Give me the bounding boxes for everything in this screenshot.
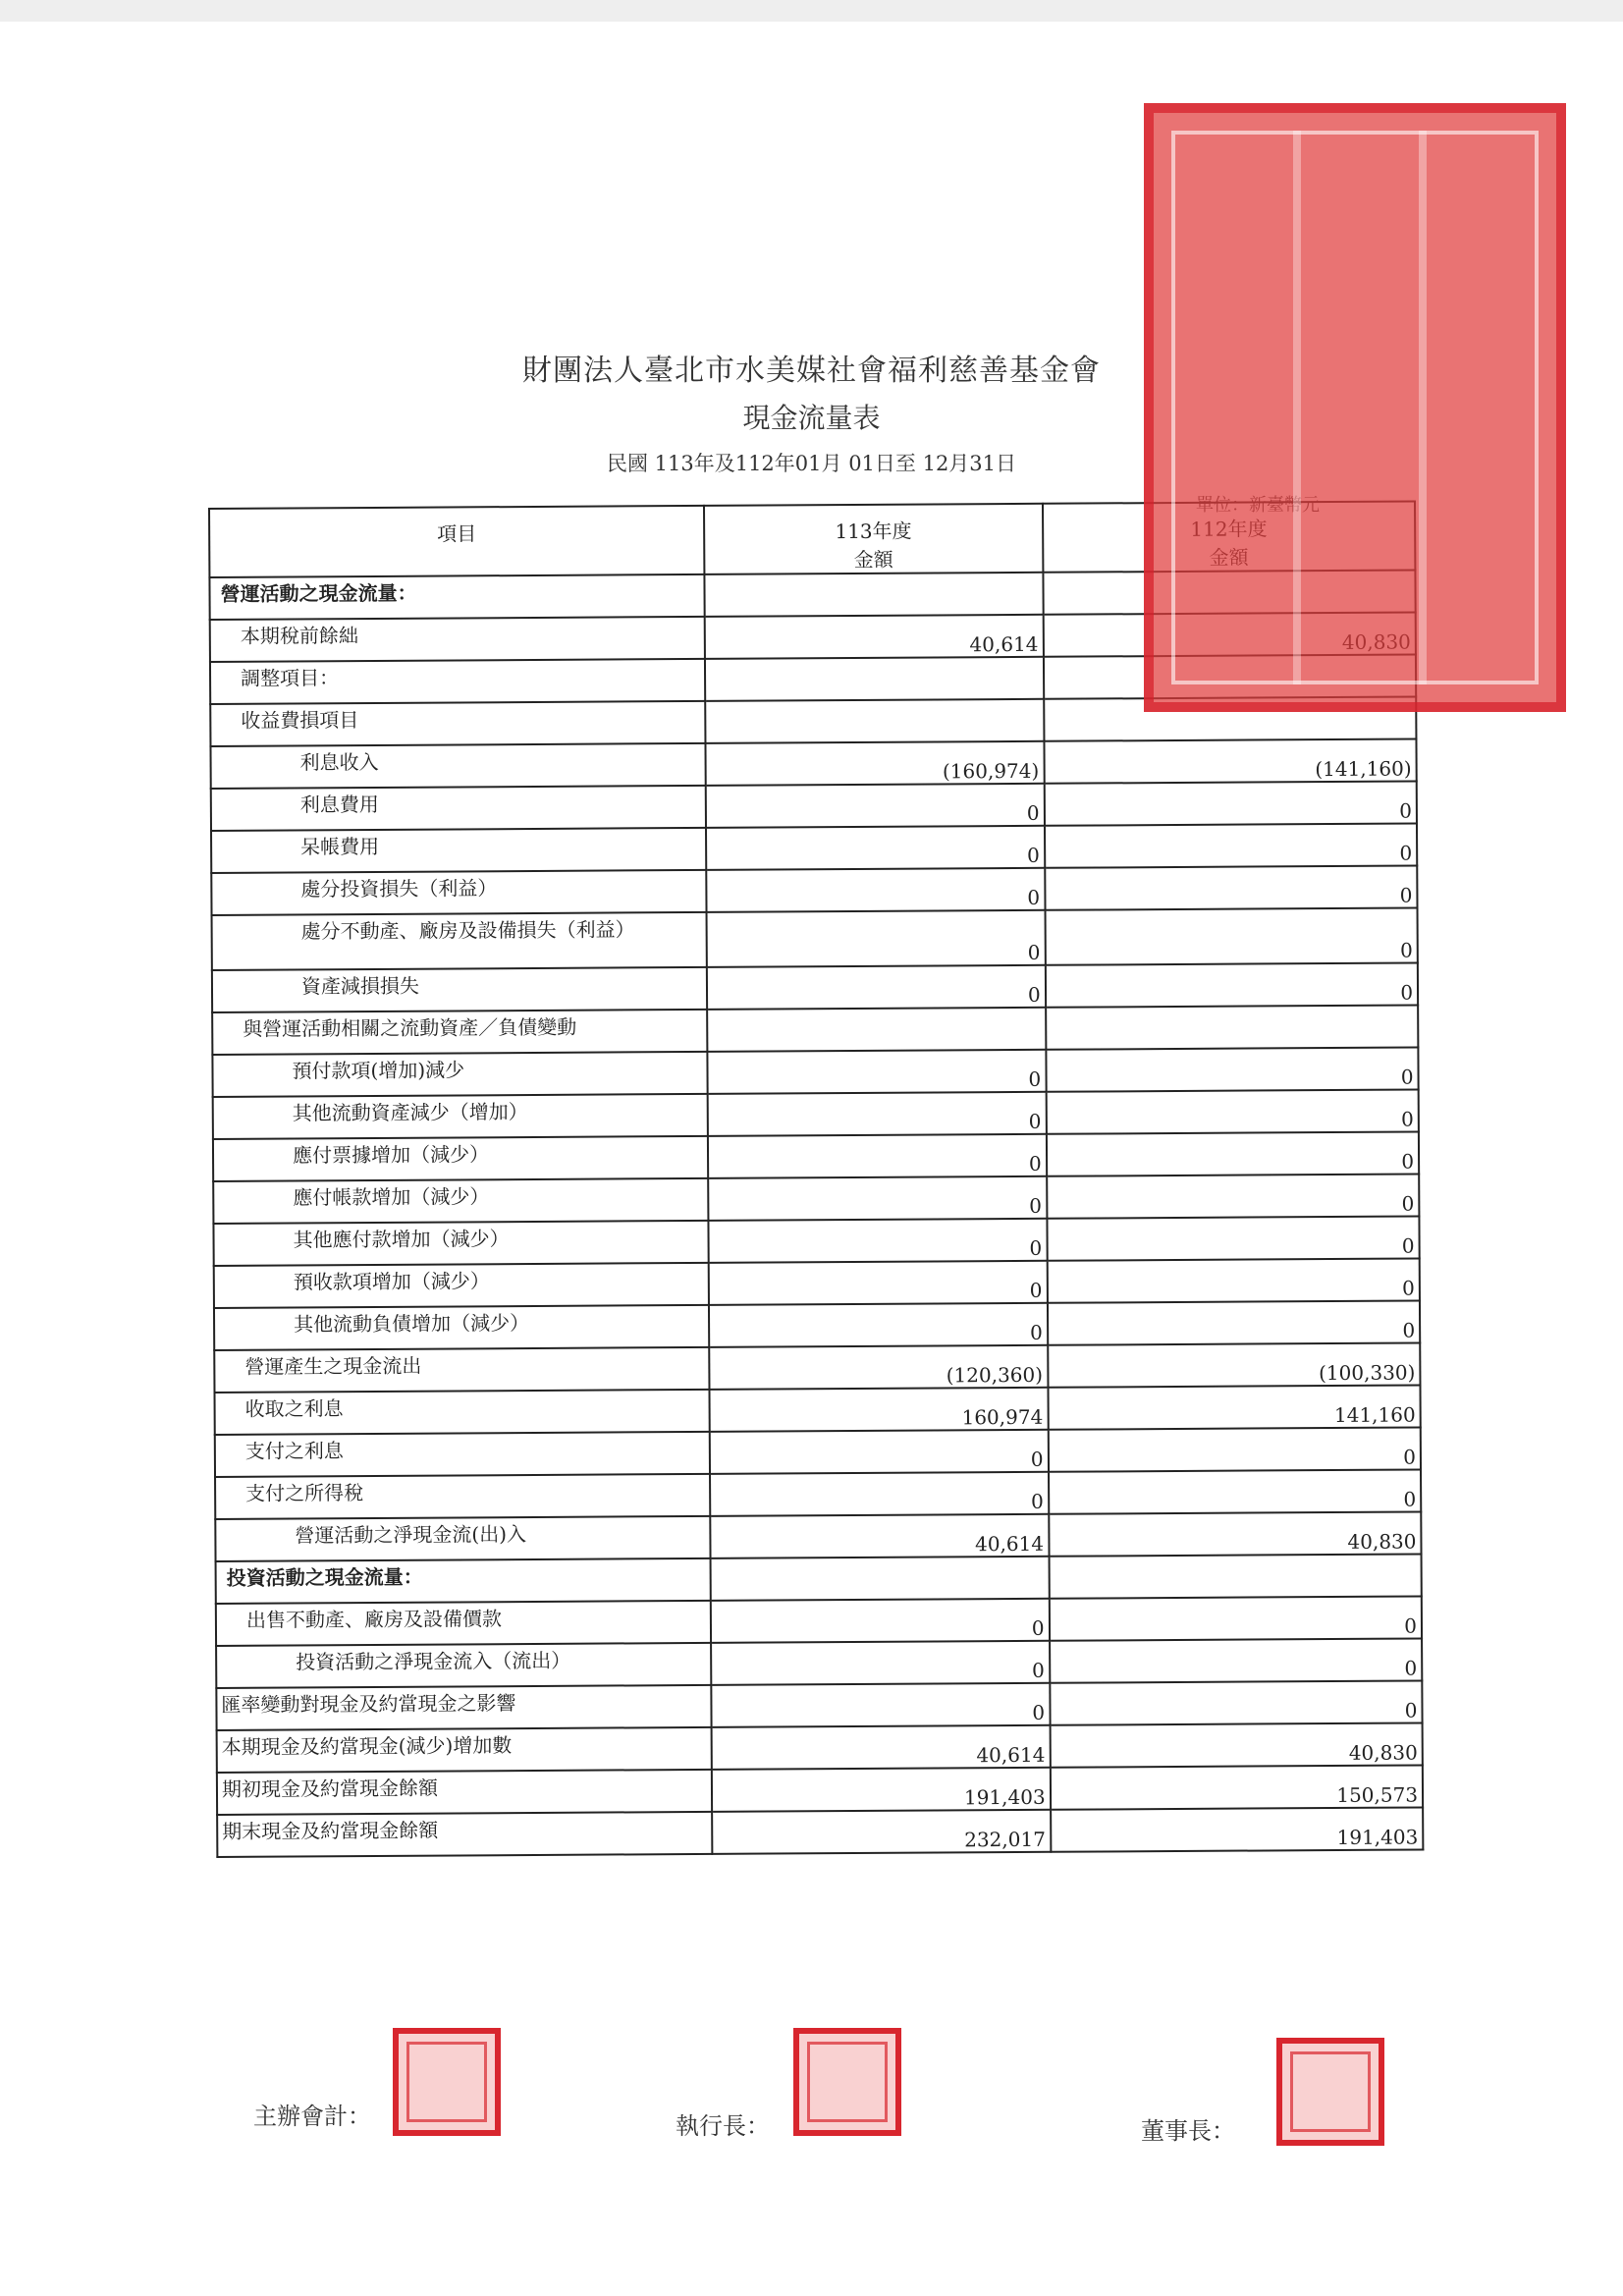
row-label: 支付之所得稅 (215, 1474, 710, 1519)
row-label: 營運活動之淨現金流(出)入 (215, 1516, 710, 1561)
value-113 (705, 573, 1044, 617)
value-112: 0 (1046, 1047, 1419, 1091)
row-label: 調整項目： (210, 659, 705, 704)
value-113: 0 (709, 1303, 1048, 1347)
value-113: 0 (708, 1176, 1047, 1221)
row-label: 呆帳費用 (211, 828, 706, 873)
value-112 (1046, 1005, 1419, 1049)
value-112: 0 (1047, 1258, 1420, 1302)
ceo-label: 執行長： (676, 2112, 770, 2140)
table-row (210, 738, 1416, 789)
row-label: 其他流動資產減少（增加） (213, 1094, 708, 1139)
table-row (214, 1342, 1420, 1393)
value-113 (707, 1008, 1046, 1052)
document-title: 現金流量表 (742, 402, 881, 434)
value-112: 0 (1045, 907, 1418, 964)
value-113: (120,360) (709, 1345, 1048, 1390)
value-112: 191,403 (1051, 1807, 1424, 1851)
row-label: 與營運活動相關之流動資產／負債變動 (212, 1010, 707, 1055)
value-113: 40,614 (712, 1725, 1051, 1770)
table-row (216, 1680, 1422, 1730)
table-row (211, 823, 1417, 873)
row-label: 投資活動之淨現金流入（流出） (216, 1643, 711, 1688)
value-112: 0 (1047, 1216, 1420, 1260)
table-row (217, 1765, 1423, 1815)
value-112: 0 (1048, 1300, 1421, 1344)
column-header-113: 113年度 金額 (704, 504, 1043, 574)
row-label: 支付之利息 (215, 1432, 710, 1477)
value-113: 0 (707, 910, 1046, 967)
row-label: 預付款項(增加)減少 (212, 1052, 707, 1097)
table-row (213, 1089, 1419, 1139)
value-112: 0 (1050, 1680, 1423, 1724)
table-row (215, 1511, 1421, 1561)
value-113: 191,403 (712, 1768, 1051, 1812)
value-112: 0 (1049, 1469, 1422, 1513)
table-row (216, 1638, 1422, 1688)
ceo-seal (793, 2028, 901, 2136)
row-label: 應付票據增加（減少） (213, 1136, 708, 1181)
table-row (215, 1385, 1421, 1435)
table-row (214, 1300, 1420, 1350)
value-113: 0 (707, 965, 1046, 1010)
foundation-seal (1144, 103, 1566, 712)
table-row (213, 1174, 1419, 1224)
row-label: 收益費損項目 (210, 701, 705, 746)
table-row (215, 1427, 1421, 1477)
row-label: 預收款項增加（減少） (214, 1263, 709, 1308)
table-row (213, 1131, 1419, 1181)
table-row (212, 1047, 1418, 1097)
value-113: 232,017 (712, 1810, 1051, 1854)
organization-name: 財團法人臺北市水美媒社會福利慈善基金會 (522, 354, 1101, 388)
row-label: 營運活動之現金流量： (209, 574, 704, 620)
value-113: 0 (706, 784, 1045, 828)
row-label: 期初現金及約當現金餘額 (217, 1770, 712, 1815)
table-row (216, 1596, 1422, 1646)
table-row (213, 1216, 1419, 1266)
value-112: 0 (1044, 781, 1417, 825)
value-113: 0 (709, 1219, 1048, 1263)
row-label: 投資活動之現金流量： (216, 1558, 711, 1604)
row-label: 資產減損損失 (212, 967, 707, 1012)
table-row (211, 865, 1417, 915)
value-113: 0 (711, 1641, 1050, 1685)
row-label: 本期稅前餘絀 (210, 617, 705, 662)
table-row (217, 1807, 1423, 1857)
value-113: 0 (706, 826, 1045, 870)
row-label: 營運產生之現金流出 (214, 1347, 709, 1393)
value-113: 0 (710, 1430, 1049, 1474)
table-row (214, 1258, 1420, 1308)
chairman-label: 董事長： (1141, 2117, 1235, 2145)
table-row (211, 781, 1417, 831)
value-113: 0 (708, 1134, 1047, 1178)
row-label: 匯率變動對現金及約當現金之影響 (216, 1685, 711, 1730)
value-113 (705, 657, 1044, 701)
value-113: 0 (710, 1472, 1049, 1516)
table-row (217, 1722, 1423, 1773)
row-label: 處分不動產、廠房及設備損失（利益） (212, 912, 707, 970)
value-112: 0 (1049, 1596, 1422, 1640)
row-label: 其他應付款增加（減少） (213, 1221, 708, 1266)
value-112: 0 (1045, 962, 1418, 1007)
row-label: 處分投資損失（利益） (211, 870, 706, 915)
row-label: 出售不動產、廠房及設備價款 (216, 1601, 711, 1646)
table-row (212, 1005, 1418, 1055)
value-112: (100,330) (1048, 1342, 1421, 1387)
value-112: 0 (1045, 823, 1418, 867)
row-label: 應付帳款增加（減少） (213, 1178, 708, 1224)
value-113 (705, 699, 1044, 743)
value-112: 40,830 (1049, 1511, 1422, 1556)
value-113: 160,974 (710, 1388, 1049, 1432)
value-112: 0 (1047, 1174, 1420, 1218)
value-113: 0 (711, 1599, 1050, 1643)
chairman-seal (1276, 2038, 1384, 2146)
accountant-seal (393, 2028, 501, 2136)
row-label: 期末現金及約當現金餘額 (217, 1812, 712, 1857)
row-label: 其他流動負債增加（減少） (214, 1305, 709, 1350)
value-112 (1049, 1554, 1422, 1598)
value-113: 40,614 (710, 1514, 1049, 1558)
value-112: 0 (1047, 1131, 1420, 1175)
table-row (215, 1469, 1421, 1519)
row-label: 收取之利息 (215, 1390, 710, 1435)
value-113: 0 (706, 868, 1045, 912)
value-112: 0 (1048, 1427, 1421, 1471)
scan-edge (0, 0, 1623, 22)
value-112: 150,573 (1050, 1765, 1423, 1809)
table-row (216, 1554, 1422, 1604)
value-113: 40,614 (705, 615, 1044, 659)
value-113: 0 (708, 1092, 1047, 1136)
value-112: 0 (1046, 1089, 1419, 1133)
column-header-item: 項目 (209, 506, 705, 577)
value-113: 0 (708, 1050, 1047, 1094)
reporting-period: 民國 113年及112年01月 01日至 12月31日 (606, 452, 1017, 475)
value-113 (711, 1557, 1050, 1601)
value-112: 141,160 (1048, 1385, 1421, 1429)
row-label: 利息收入 (210, 743, 705, 789)
table-row (212, 907, 1418, 970)
accountant-label: 主辦會計： (253, 2103, 371, 2130)
row-label: 利息費用 (211, 786, 706, 831)
value-112: 0 (1050, 1638, 1423, 1682)
value-112: 40,830 (1050, 1722, 1423, 1767)
value-113: (160,974) (706, 741, 1045, 786)
value-112: (141,160) (1044, 738, 1417, 783)
row-label: 本期現金及約當現金(減少)增加數 (217, 1727, 712, 1773)
table-row (212, 962, 1418, 1012)
value-113: 0 (711, 1683, 1050, 1727)
value-112: 0 (1045, 865, 1418, 909)
value-113: 0 (709, 1261, 1048, 1305)
